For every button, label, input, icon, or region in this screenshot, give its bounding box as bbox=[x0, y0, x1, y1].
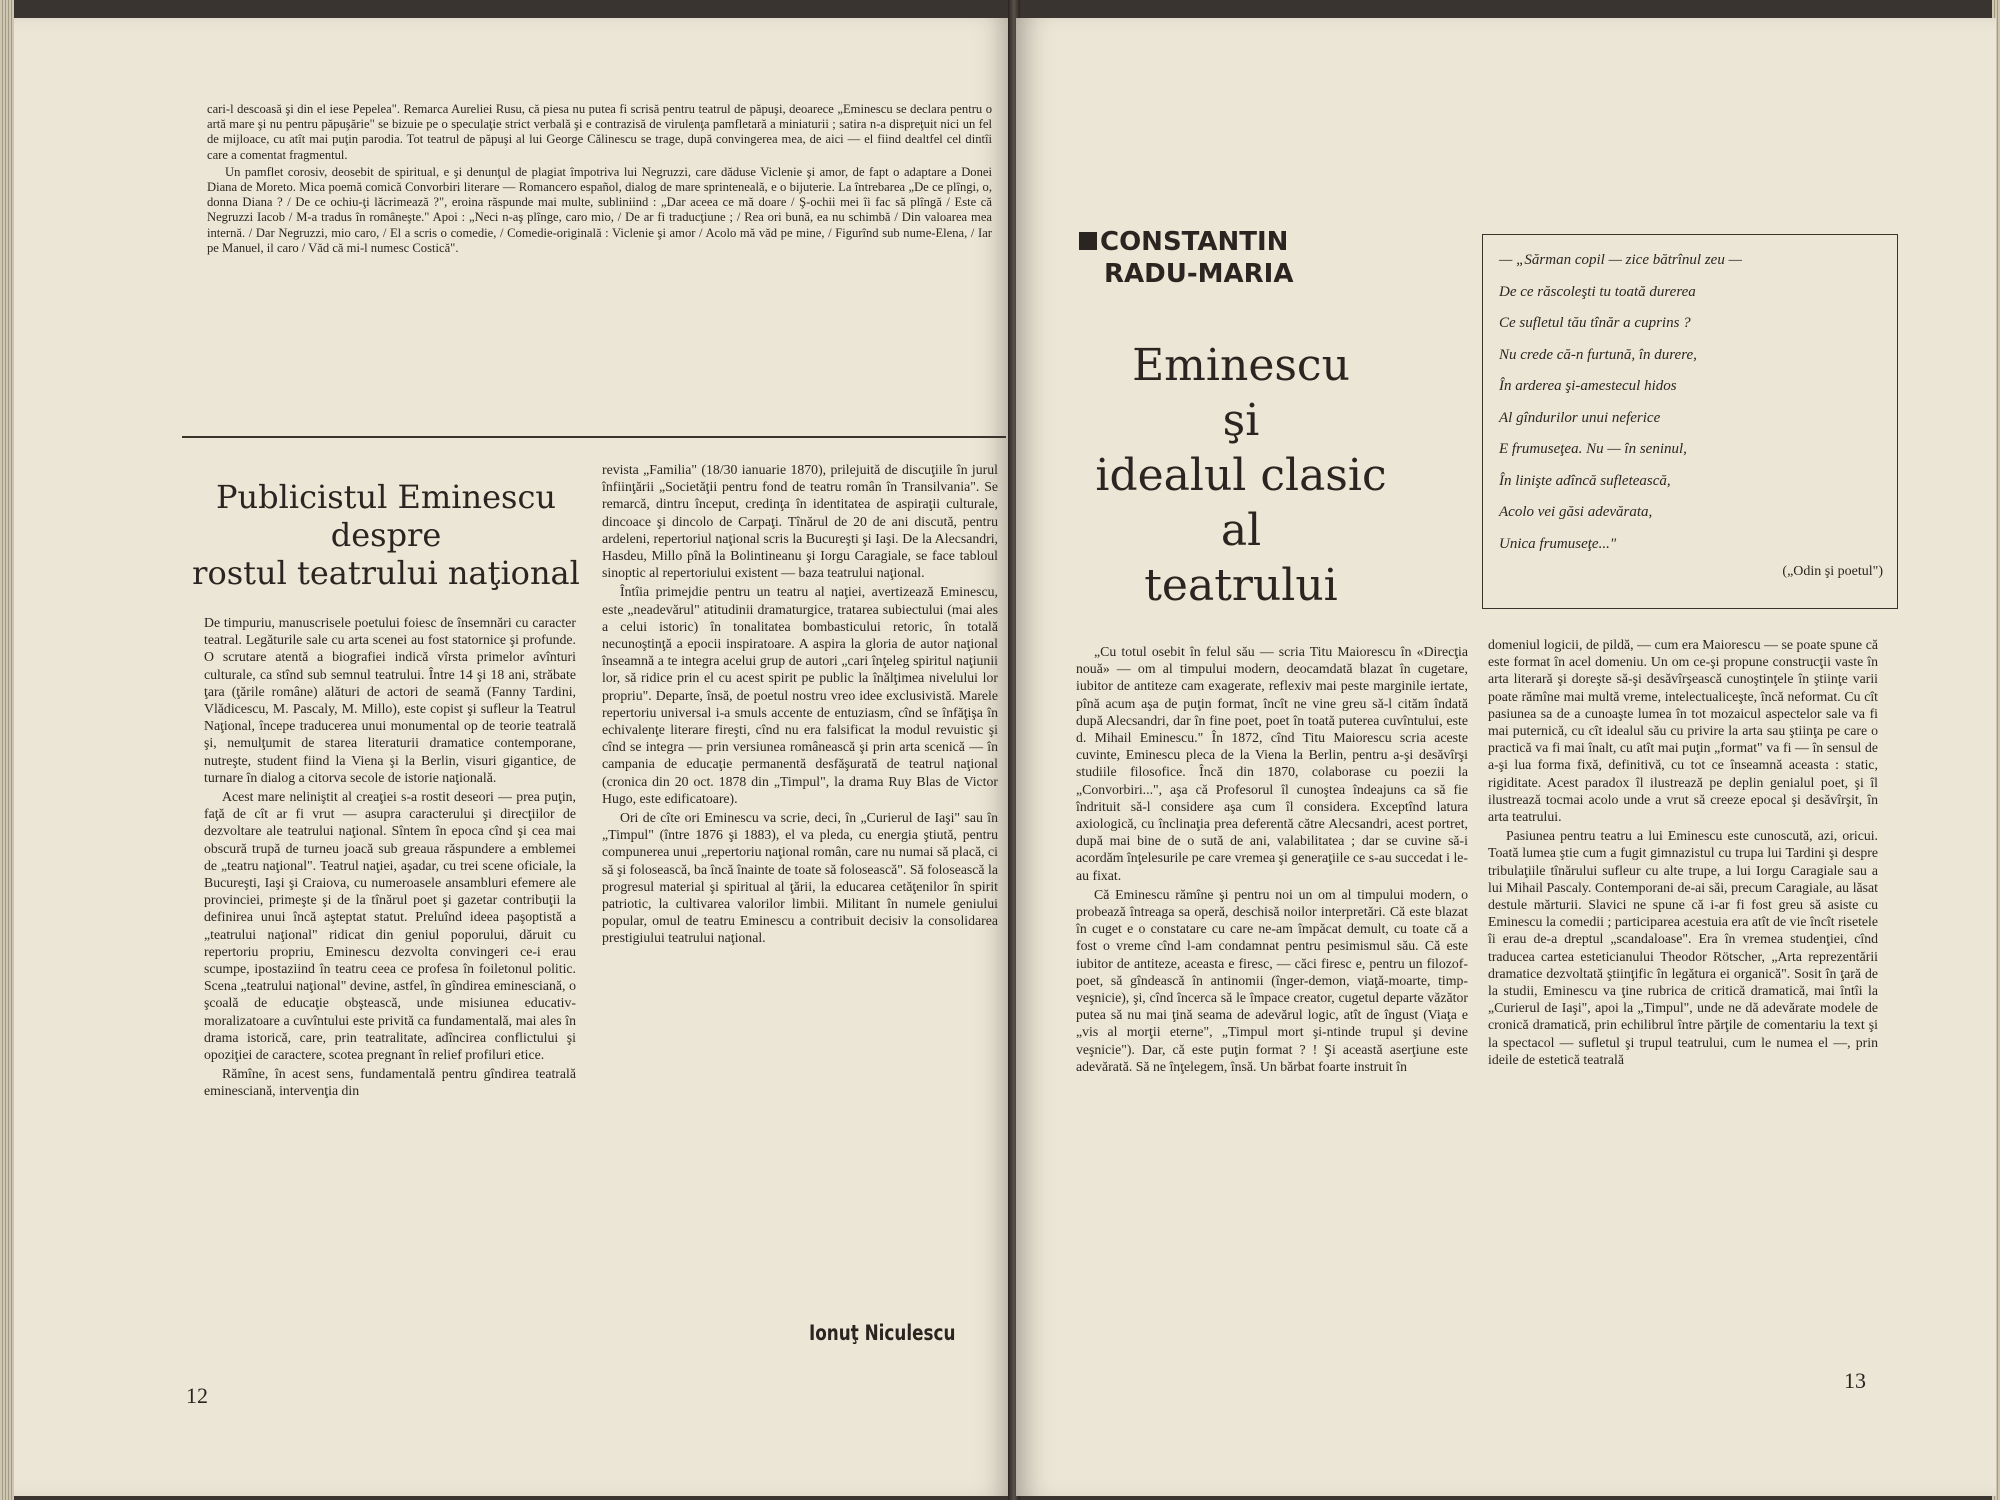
poem-line: Al gîndurilor unui neferice bbox=[1499, 409, 1661, 426]
poem-line: Ce sufletul tău tînăr a cuprins ? bbox=[1499, 315, 1691, 331]
right-page bbox=[1016, 18, 1996, 1496]
title-line: rostul teatrului naţional bbox=[192, 554, 580, 592]
article-author bbox=[1100, 226, 1293, 290]
title-line: idealul clasic bbox=[1095, 450, 1387, 501]
author-signature: Ionuţ Niculescu bbox=[809, 1321, 956, 1345]
poem-line: De ce răscoleşti tu toată durerea bbox=[1499, 283, 1696, 300]
poem-line: Nu crede că-n furtună, în durere, bbox=[1499, 346, 1697, 363]
page-number: 13 bbox=[1844, 1368, 1866, 1393]
paragraph: Întîia primejdie pentru un teatru al naţiei, avertizează Eminescu, este „neadevărul" atitudinii dramaturgice, tratarea subiectului (mai ales a celui istoric) în tonalitatea bombasticului retoric, în totală necunoştinţă a epocii inspiratoare. A aspira la gloria de autor naţional înseamnă a te integra acelui grup de autori „cari înţeleg spiritul naţiunii lor, să ridice prin el cu acest spirit pe public la înălţimea nivelului lor propriu". Departe, însă, de poetul nostru vreo idee exclusivistă. Marele repertoriu universal i-a smuls accente de entuziasm, cînd se înfăţişa în echivalenţe literare fireşti, cînd nu era falsificat la modul revuistic şi cînd se integra — prin versiunea românească şi prin arta scenică — în campania de educaţie permanentă desfăşurată de teatrul naţional (cronica din 20 oct. 1878 din „Timpul", la drama Ruy Blas de Victor Hugo, este edificatoare). bbox=[602, 584, 998, 806]
title-line: teatrului bbox=[1144, 560, 1338, 611]
paragraph: Rămîne, în acest sens, fundamentală pentru gîndirea teatrală eminesciană, intervenţia din bbox=[204, 1066, 576, 1099]
book-edge-left bbox=[0, 0, 14, 1500]
paragraph: „Cu totul osebit în felul său — scria Titu Maiorescu în «Direcţia nouă» — om al timpului modern, deocamdată blazat în cugetare, iubitor de antiteze cam exagerate, reflexiv mai peste marginile iertate, pînă acum aşa de puţin format, încît ne vine greu să-l cităm îndată după Alecsandri, dar în fine poet, poet în toată puterea cuvîntului, este d. Mihail Eminescu." În 1872, cînd Titu Maiorescu scria aceste cuvinte, Eminescu pleca de la Viena la Berlin, pentru a-şi desăvîrşi studiile filosofice. Încă din 1870, colaborase cu poezii la „Convorbiri...", aşa că Profesorul îl cunoştea îndeajuns ca să fie îndrituit să-l considere aşa cum îl considera. Exceptînd latura axiologică, cu înclinaţia prea deferentă către Alecsandri, acest portret, după mai bine de o sută de ani, valabilitatea ; dar se cuvine să-i acordăm înţelesurile pe care vremea şi generaţiile ce s-au succedat i le-au fixat. bbox=[1076, 644, 1468, 883]
column-left-2 bbox=[602, 461, 998, 949]
paragraph: Că Eminescu rămîne şi pentru noi un om al timpului modern, o probează întreaga sa operă, deschisă noilor interpretări. Că este blazat în cuget e o constatare cu care ne-am împăcat demult, cu toate că a fost o vreme cînd l-am condamnat pentru pesimismul său. Că este iubitor de antiteze, aceasta e firesc, — căci firesc e, pentru un filozof-poet, să gîndească în antinomii (înger-demon, viaţă-moarte, timp-veşnicie), şi, cînd încerca să le împace creator, cugetul departe văzător putea să nu mai ţină seama de adevărul logic, atît de îngust (Viaţa e „vis al morţii eterne", „Timpul mort şi-ntinde trupul şi devine veşnicie"). Dar, că este puţin format ? ! Şi această aserţiune este adevărată. Să ne înţelegem, însă. Un bărbat foarte instruit în bbox=[1076, 886, 1468, 1074]
column-left-1 bbox=[204, 614, 576, 1102]
paragraph: Acest mare neliniştit al creaţiei s-a rostit deseori — prea puţin, faţă de cît ar fi vrut — asupra caracterului şi direcţiilor de dezvoltare ale teatrului naţional. Sîntem în epoca cînd şi cea mai obscură trupă de turneu joacă sub greaua răspundere a emblemei de „teatru naţional". Teatrul naţiei, aşadar, cu trei scene oficiale, la Bucureşti, Iaşi şi Craiova, cu numeroasele ansambluri efemere ale provinciei, primeşte şi de la tînărul poet şi gazetar contribuţii la definirea unui încă aşteptat statut. Preluînd ideea paşoptistă a „teatrului naţional" ridicat din geniul poporului, dăruit cu repertoriu propriu, Eminescu dezvolta convingeri ce-i erau scumpe, ipostaziind în teatru ceea ce profesa în foiletonul politic. Scena „teatrului naţional" devine, astfel, în gîndirea eminesciană, o şcoală de educaţie obştească, unde misiunea educativ-moralizatoare a cuvîntului este privită ca fundamentală, mai ales în drama istorică, care, prin teatralitate, adîncirea conflictului şi opoziţiei de caractere, scotea pregnant în relief profiluri etice. bbox=[204, 789, 576, 1063]
intro-paragraph: cari-l descoasă şi din el iese Pepelea". Remarca Aureliei Rusu, că piesa nu putea fi scrisă pentru teatrul de păpuşi, deoarece „Eminescu se declara pentru o artă mare şi nu pentru păpuşărie" se bizuie pe o speculaţie strict verbală şi e contrazisă de virulenţa pamfletară a miniaturii ; satira n-a dispreţuit nici un fel de mijloace, cu atît mai puţin parodia. Tot teatrul de păpuşi al lui George Călinescu se trage, după convingerea mea, de aici — el fiind dealtfel cel dintîi care a comentat fragmentul. bbox=[207, 102, 992, 162]
poem-line: În linişte adîncă sufletească, bbox=[1499, 472, 1671, 489]
author-name-line: CONSTANTIN bbox=[1100, 227, 1289, 257]
page-number: 12 bbox=[186, 1383, 208, 1408]
title-line: despre bbox=[330, 516, 442, 554]
title-line: şi bbox=[1222, 395, 1260, 446]
paragraph: Ori de cîte ori Eminescu va scrie, deci, în „Curierul de Iaşi" sau în „Timpul" (între 1876 şi 1883), el va pleda, cu energia ştiută, pentru compunerea unui „repertoriu naţional român, care nu numai să placă, ci să şi folosească, ba încă înainte de toate să folosească". Să folosească la progresul material şi spiritual al ţării, la educarea cetăţenilor în spirit patriotic, la cultivarea valorilor limbii. Militant în numele geniului popular, omul de teatru Eminescu a contribuit decisiv la consolidarea prestigiului teatrului naţional. bbox=[602, 810, 998, 946]
poem-epigraph-box bbox=[1482, 234, 1898, 609]
poem-line: E frumuseţea. Nu — în seninul, bbox=[1499, 441, 1687, 457]
article-title bbox=[1076, 338, 1406, 613]
intro-paragraph: Un pamflet corosiv, deosebit de spiritual, e şi denunţul de plagiat împotriva lui Negruzzi, care dăduse Viclenie şi amor, de fapt o adaptare a Donei Diana de Moreto. Mica poemă comică Convorbiri literare — Romancero español, dialog de mare sprinteneală, e o bijuterie. La întrebarea „De ce plîngi, o, donna Diana ? / De ce ochiu-ţi lăcrimează ?", eroina răspunde mai multe, subliniind : „Dar aceea ce mă doare / Ş-ochii mei îi fac să plîngă / Este că Negruzzi Iacob / M-a tradus în româneşte." Apoi : „Neci n-aş plînge, caro mio, / De ar fi traducţiune ; / Rea ori bună, ea nu schimbă / Din valoarea mea internă. / Dar Negruzzi, mio caro, / El a scris o comedie, / Comedie-originală : Viclenie şi amor / Acolo mă văd pe mine, / Figurînd sub nume-Elena, / Iar pe Manuel, il caro / Văd că mi-l numesc Costică". bbox=[207, 164, 992, 255]
poem-line: Acolo vei găsi adevărata, bbox=[1499, 504, 1653, 520]
title-line: al bbox=[1220, 505, 1262, 556]
paragraph: Pasiunea pentru teatru a lui Eminescu este cunoscută, azi, oricui. Toată lumea ştie cum a fugit gimnazistul cu trupa lui Tardini şi despre tribulaţiile tînărului sufleur cu alte trupe, a lui Iorgu Caragiale sau a lui Mihail Pascaly. Contemporani de-ai săi, precum Caragiale, au lăsat destule mărturii. Slavici ne spune că i-ar fi fost greu să asiste cu Eminescu la comedii ; participarea acestuia era atît de vie încît risetele îi erau de-a dreptul „scandaloase". Era în vremea studenţiei, cînd traducea cartea esteticianului Theodor Rötscher, „Arta reprezentării dramatice dezvoltată ştiinţific în legătura ei organică". Sosit în ţară de la studii, Eminescu va ţine rubrica de critică dramatică, mai întîi la „Curierul de Iaşi", apoi la „Timpul", unde ne dă adevărate modele de cronică dramatică, prin echilibrul între părţile de comentariu la text şi la spectacol — sufletul şi trupul teatrului, cum le numea el —, prin ideile de estetică teatrală bbox=[1488, 828, 1878, 1067]
column-right-1 bbox=[1076, 643, 1468, 1077]
poem-line: În arderea şi-amestecul hidos bbox=[1499, 378, 1677, 394]
author-name-line: RADU-MARIA bbox=[1104, 259, 1294, 289]
column-right-2 bbox=[1488, 636, 1878, 1070]
paragraph: revista „Familia" (18/30 ianuarie 1870), prilejuită de discuţiile în jurul înfiinţării „Societăţii pentru fond de teatru român în Transilvania". Se remarcă, dintru început, credinţa în identitatea de aspiraţii culturale, dincoace şi dincolo de Carpaţi. Tînărul de 20 de ani discută, pentru ardeleni, repertoriul naţional scris la Bucureşti şi Iaşi. De la Alecsandri, Hasdeu, Millo pînă la Bolintineanu şi Iorgu Caragiale, se face tabloul sinoptic al repertoriului existent — baza teatrului naţional. bbox=[602, 462, 998, 581]
poem-line: — „Sărman copil — zice bătrînul zeu — bbox=[1499, 252, 1742, 268]
left-page bbox=[14, 18, 1012, 1496]
section-divider bbox=[182, 436, 1006, 438]
article-title bbox=[174, 478, 598, 592]
intro-text bbox=[207, 102, 992, 258]
bullet-square-icon bbox=[1079, 232, 1097, 250]
title-line: Publicistul Eminescu bbox=[216, 478, 556, 516]
poem-line: Unica frumuseţe..." bbox=[1499, 535, 1617, 552]
paragraph: De timpuriu, manuscrisele poetului foiesc de însemnări cu caracter teatral. Legăturile sale cu arta scenei au fost statornice şi profunde. O scrutare atentă a biografiei indică vîrsta primelor avînturi culturale, ca stînd sub semnul teatrului. Între 14 şi 18 ani, străbate ţara (ţările române) alături de actori de seamă (Fanny Tardini, Vlădicescu, M. Pascaly, M. Millo), este copist şi sufleur la Teatrul Naţional, începe traducerea unui monumental op de teorie teatrală şi, nemulţumit de starea literaturii dramatice contemporane, nutreşte, student fiind la Viena şi la Berlin, visuri gigantice, de turnare în dialog a citorva secole de istorie naţională. bbox=[204, 615, 576, 785]
title-line: Eminescu bbox=[1132, 340, 1350, 391]
paragraph: domeniul logicii, de pildă, — cum era Maiorescu — se poate spune că este format în acel domeniu. Un om ce-şi propune construcţii vaste în arta literară şi doreşte să-şi desăvîrşească cunoştinţele în ştiinţe varii poate rămîne mai multă vreme, intelectualiceşte, încă neformat. Cu cît pasiunea sa de a cunoaşte lumea în tot mozaicul aspectelor sale va fi mai puternică, cu cît idealul său cu privire la arta sau ştiinţa pe care o practică va fi mai înalt, cu atît mai puţin „format" va fi — în sensul de a-şi lua forma fixă, definitivă, cu tot ce înseamnă aceasta : static, rigiditate. Acest paradox îl ilustrează pe deplin genialul poet, şi îl ilustrează tocmai acolo unde a vrut să creeze epocal şi desăvîrşit, în arta teatrului. bbox=[1488, 637, 1878, 825]
poem-source: („Odin şi poetul") bbox=[1782, 564, 1883, 579]
